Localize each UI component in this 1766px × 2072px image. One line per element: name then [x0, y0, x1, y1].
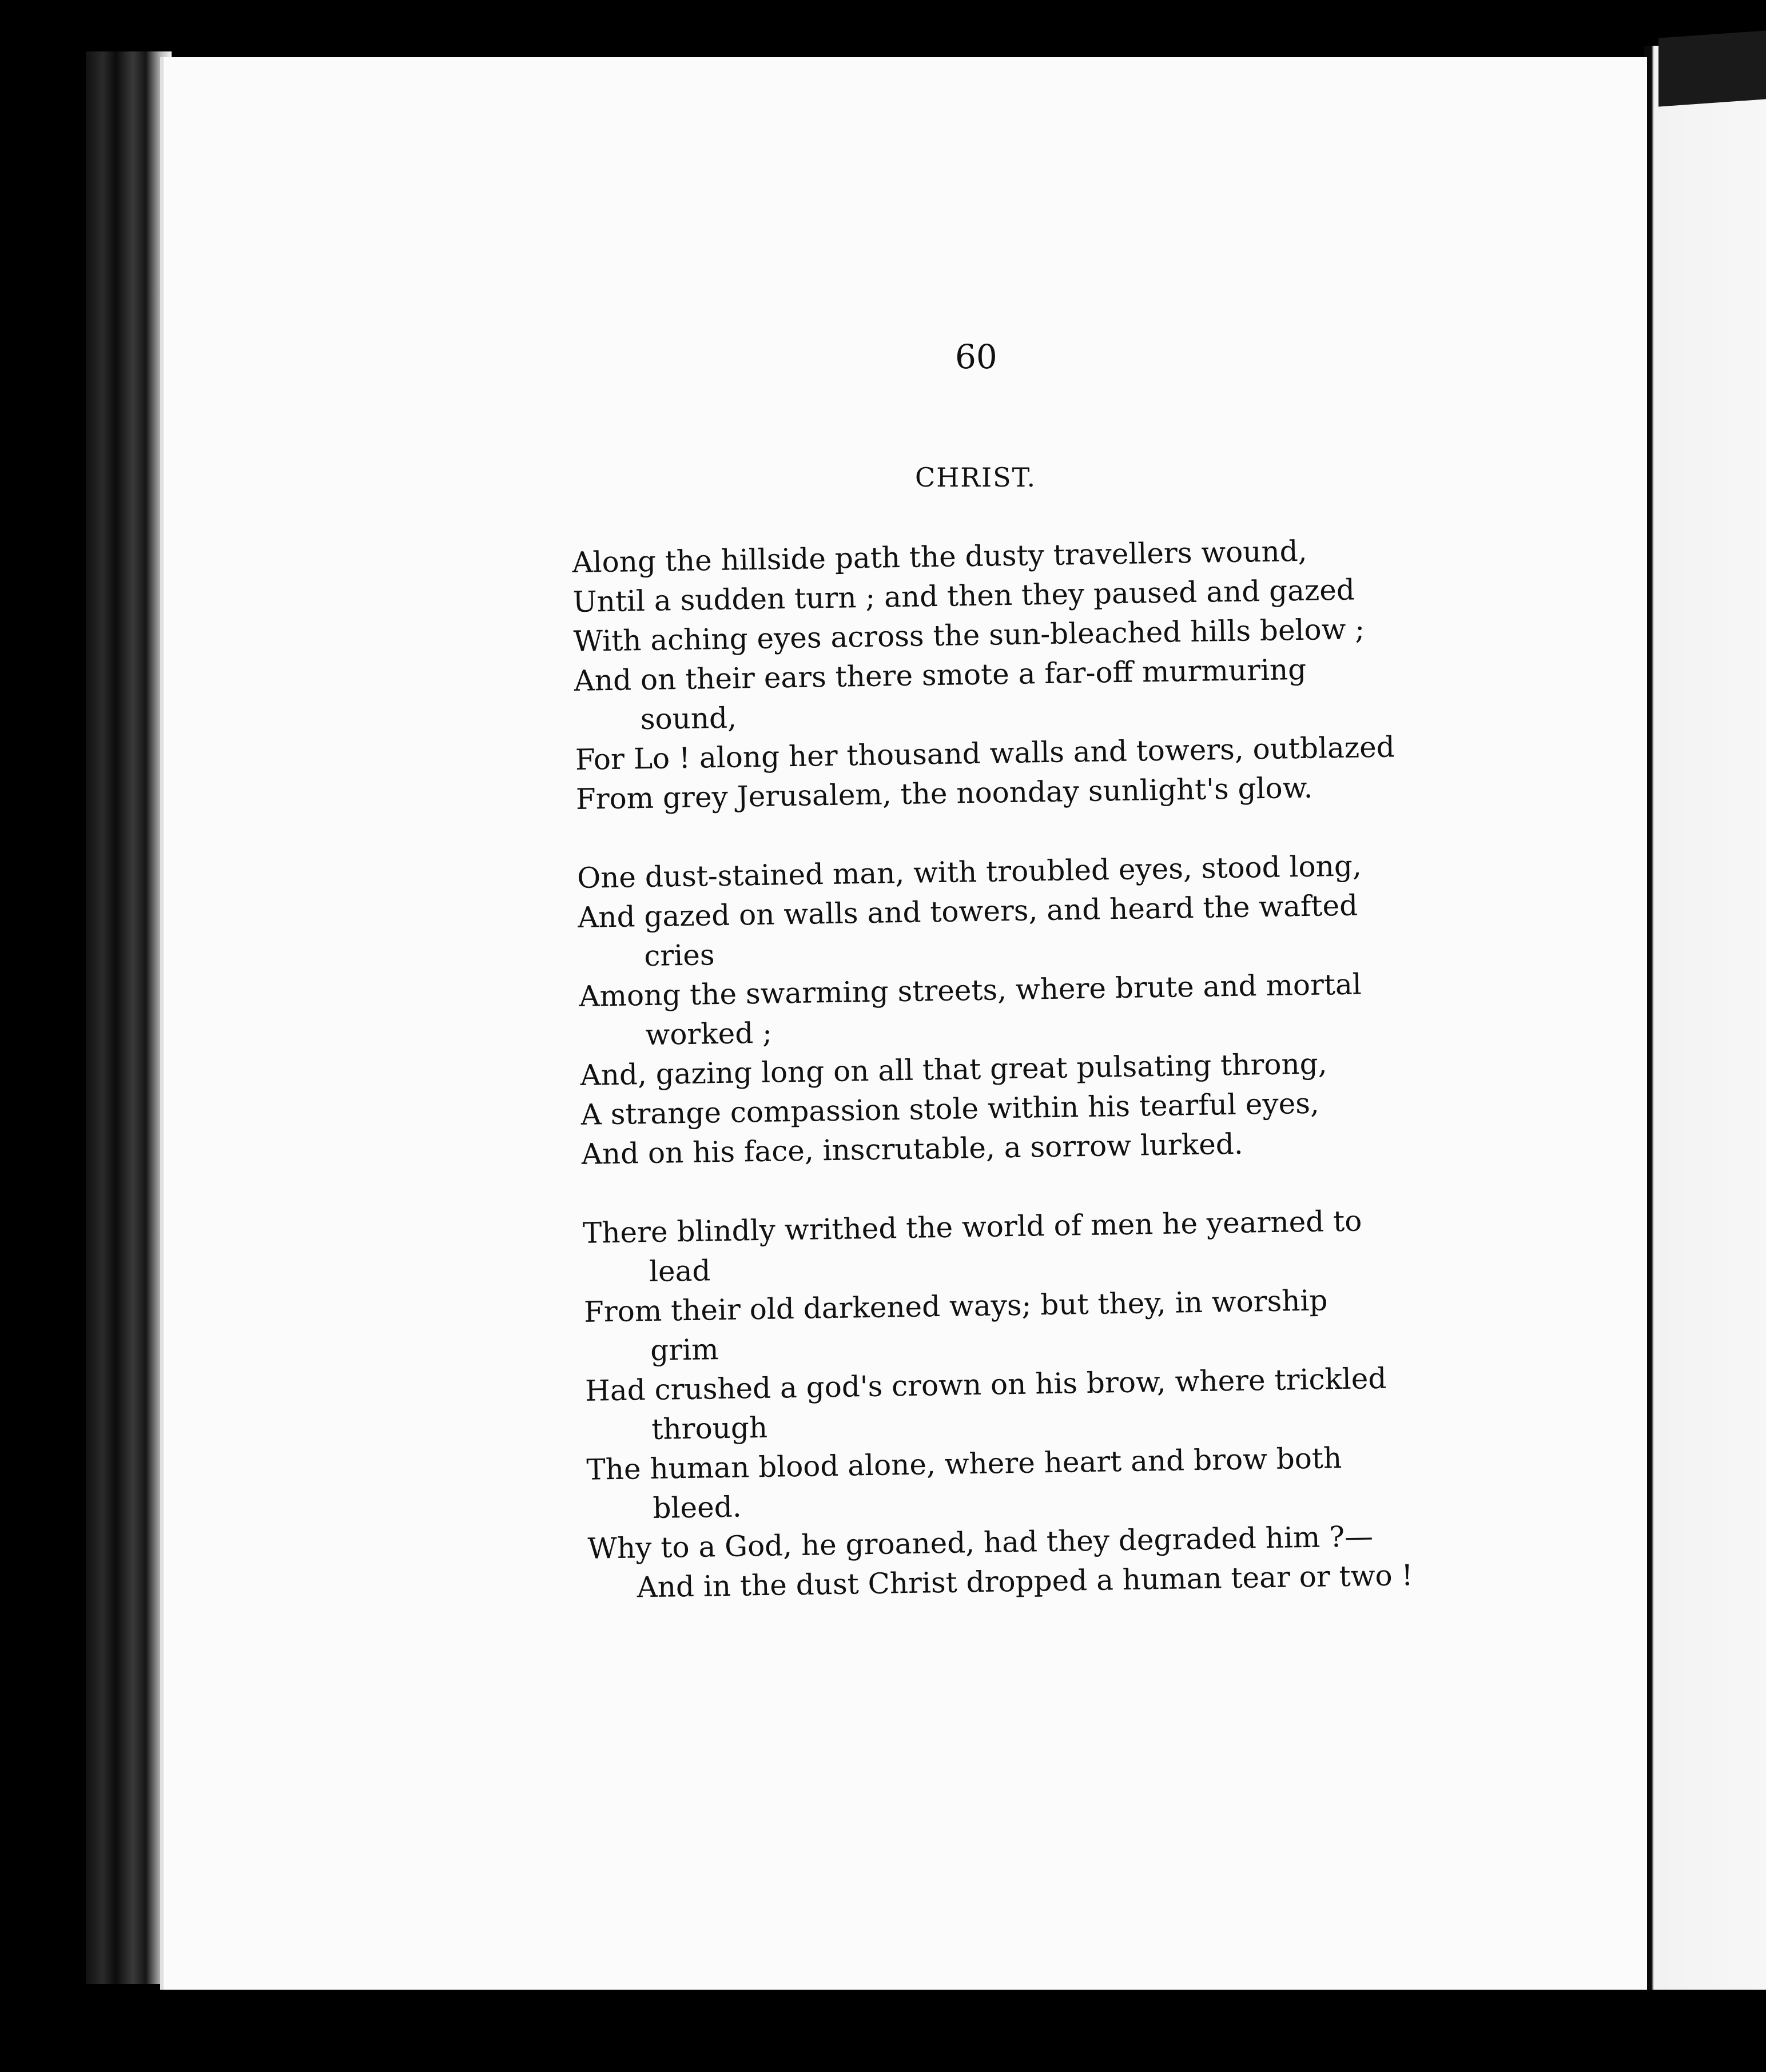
poem-line-continuation: grim — [650, 1333, 719, 1368]
poem-line-continuation: worked ; — [645, 1016, 773, 1052]
poem-line: Why to a God, he groaned, had they degraded him ?— — [587, 1520, 1374, 1565]
poem-title: CHRIST. — [915, 462, 1037, 493]
poem-line: With aching eyes across the sun-bleached hills below ; — [573, 612, 1365, 658]
poem-line: One dust-stained man, with troubled eyes, stood long, — [576, 849, 1362, 895]
page-number: 60 — [955, 337, 997, 376]
poem-line-continuation: sound, — [640, 701, 737, 736]
poem-line-continuation: cries — [643, 938, 715, 973]
poem-body — [572, 530, 1435, 1608]
poem-line-continuation: through — [651, 1410, 768, 1446]
poem-line: For Lo ! along her thousand walls and towers, outblazed — [575, 730, 1395, 776]
poem-line: Until a sudden turn ; and then they paused and gazed — [572, 573, 1355, 619]
poem-line-continuation: bleed. — [653, 1490, 742, 1525]
poem-line: There blindly writhed the world of men he yearned to — [582, 1204, 1362, 1250]
poem-line: Had crushed a god's crown on his brow, where trickled — [584, 1361, 1387, 1408]
poem-line: From grey Jerusalem, the noonday sunlight's glow. — [575, 771, 1313, 816]
poem-line: Along the hillside path the dusty travellers wound, — [572, 534, 1307, 579]
poem-final-line: And in the dust Christ dropped a human tear or two ! — [637, 1559, 1414, 1604]
adjacent-page-shadow — [1658, 30, 1766, 106]
book-spine-edge — [86, 51, 172, 1984]
poem-line: Among the swarming streets, where brute and mortal — [579, 967, 1362, 1013]
poem-line: The human blood alone, where heart and brow both — [586, 1441, 1342, 1487]
poem-line: And on their ears there smote a far-off murmuring — [574, 652, 1307, 698]
poem-line: And on his face, inscrutable, a sorrow lurked. — [581, 1127, 1244, 1171]
poem-line: From their old darkened ways; but they, in worship — [583, 1284, 1328, 1329]
adjacent-page-edge — [1644, 46, 1766, 1990]
poem-line-continuation: lead — [649, 1254, 711, 1289]
poem-line: And gazed on walls and towers, and heard the wafted — [577, 888, 1358, 934]
poem-line: And, gazing long on all that great pulsating throng, — [580, 1047, 1328, 1092]
poem-line: A strange compassion stole within his tearful eyes, — [580, 1086, 1320, 1131]
